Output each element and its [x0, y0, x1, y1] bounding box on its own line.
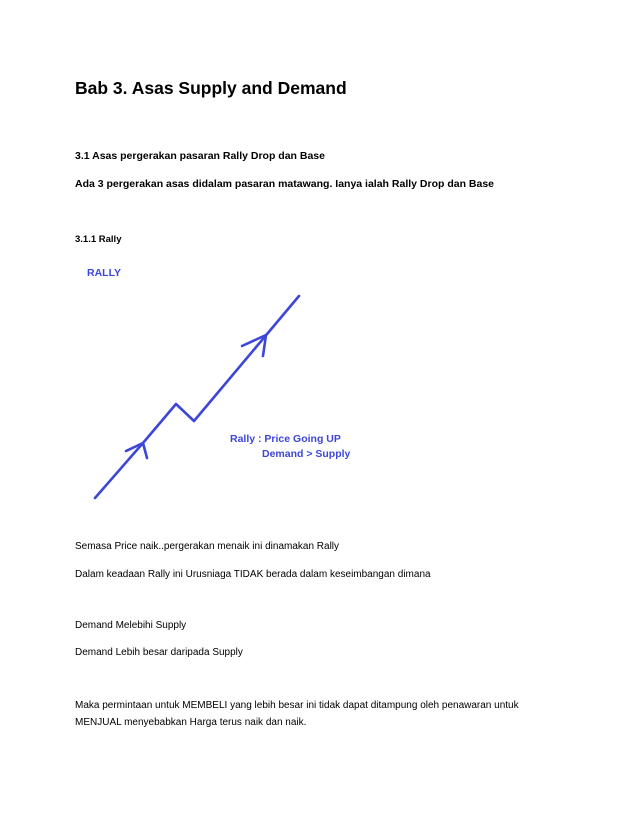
- paragraph-1: Semasa Price naik..pergerakan menaik ini dinamakan Rally: [75, 541, 340, 552]
- subsection-title: 3.1.1 Rally: [75, 234, 122, 245]
- diagram-label-rally: Rally : Price Going UP: [230, 433, 341, 445]
- section-title: 3.1 Asas pergerakan pasaran Rally Drop dan Base: [75, 150, 325, 162]
- paragraph-3: Demand Melebihi Supply: [75, 620, 187, 631]
- paragraph-4: Demand Lebih besar daripada Supply: [75, 647, 243, 658]
- paragraph-5: Maka permintaan untuk MEMBELI yang lebih besar ini tidak dapat ditampung oleh penawaran untuk MENJUAL menyebabkan Harga terus naik dan naik.: [75, 700, 519, 728]
- paragraph-2: Dalam keadaan Rally ini Urusniaga TIDAK berada dalam keseimbangan dimana: [75, 569, 431, 580]
- section-intro: Ada 3 pergerakan asas didalam pasaran matawang. Ianya ialah Rally Drop dan Base: [75, 178, 495, 190]
- diagram-title: RALLY: [87, 267, 122, 279]
- arrow-head-lower-right: [143, 443, 147, 458]
- diagram-label-demand: Demand > Supply: [262, 448, 351, 460]
- rally-price-line: [95, 296, 299, 498]
- chapter-heading: Bab 3. Asas Supply and Demand: [75, 78, 347, 98]
- zigzag-price-path: [95, 296, 299, 498]
